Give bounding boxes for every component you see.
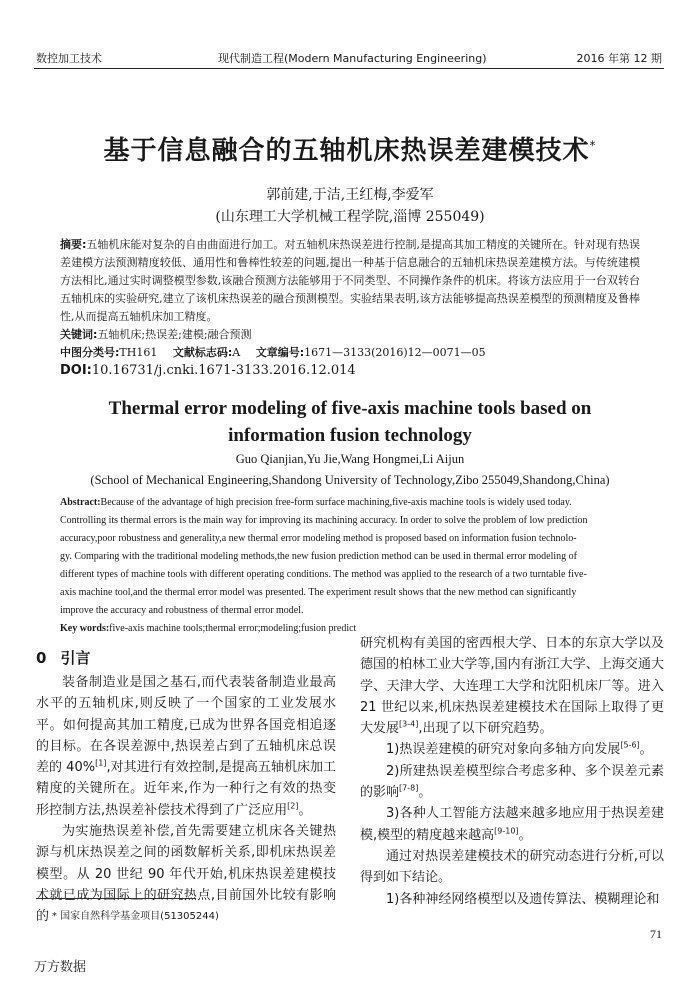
citation-ref: [9-10] xyxy=(494,826,519,836)
text-run: 。 xyxy=(518,827,532,843)
affiliation-en: (School of Mechanical Engineering,Shandong University of Technology,Zibo 255049,Shandong,China) xyxy=(90,473,610,487)
text-run: 2)所建热误差模型综合考虑多种、多个误差元素的影响 xyxy=(360,763,664,801)
authors-cn: 郭前建,于洁,王红梅,李爱军 xyxy=(266,187,434,203)
text-run: 。 xyxy=(639,742,653,758)
footnote-rule xyxy=(36,898,196,899)
keywords-en-text: five-axis machine tools;thermal error;modeling;fusion predict xyxy=(109,623,357,634)
paragraph xyxy=(36,672,336,821)
abstract-en-line: gy. Comparing with the traditional modeling methods,the new fusion prediction method can be used in thermal error modeling of xyxy=(60,551,578,562)
title-cn xyxy=(0,130,700,167)
doc-code-value: A xyxy=(232,346,241,359)
keywords-cn xyxy=(60,326,640,344)
keywords-cn-text: 五轴机床;热误差;建模;融合预测 xyxy=(97,328,252,341)
text-run: 研究机构有美国的密西根大学、日本的东京大学以及德国的柏林工业大学等,国内有浙江大学、上海交通大学、天津大学、大连理工大学和沈阳机床厂等。进入 21 世纪以来,机床热误差建模技术在国际上取得了更大发展 xyxy=(360,636,664,737)
text-run: 装备制造业是国之基石,而代表装备制造业最高水平的五轴机床,则反映了一个国家的工业发展水平。如何提高其加工精度,已成为世界各国竞相追逐的目标。在各误差源中,热误差占到了五轴机床总误差的 40% xyxy=(36,675,336,776)
footnote-funding: * 国家自然科学基金项目(51305244) xyxy=(52,911,219,922)
authors-en: Guo Qianjian,Yu Jie,Wang Hongmei,Li Aijun xyxy=(235,452,465,466)
keywords-en-label: Key words: xyxy=(60,623,110,634)
citation-ref: [3-4] xyxy=(399,719,419,729)
title-en-line-1: Thermal error modeling of five-axis machine tools based on xyxy=(108,398,592,419)
journal-name: 现代制造工程(Modern Manufacturing Engineering) xyxy=(218,52,487,65)
section-number: 0 xyxy=(36,649,47,667)
text-run: 3)各种人工智能方法越来越多地应用于热误差建模,模型的精度越来越高 xyxy=(360,806,664,843)
text-run: 1)热误差建模的研究对象向多轴方向发展 xyxy=(386,742,621,758)
left-column xyxy=(36,672,336,928)
title-en-line-2: information fusion technology xyxy=(228,425,472,446)
abstract-cn-text: 五轴机床能对复杂的自由曲面进行加工。对五轴机床热误差进行控制,是提高其加工精度的关键所在。针对现有热误差建模方法预测精度较低、通用性和鲁棒性较差的问题,提出一种基于信息融合的五轴机床热误差建模方法。与传统建模方法相比,通过实时调整模型参数,该融合预测方法能够用于不同类型、不同操作条件的机床。将该方法应用于一台双转台五轴机床的实验研究,建立了该机床热误差的融合预测模型。实验结果表明,该方法能够提高热误差模型的预测精度及鲁棒性,从而提高五轴机床加工精度。 xyxy=(60,238,640,323)
abstract-cn xyxy=(60,236,640,326)
paragraph: 1)各种神经网络模型以及遗传算法、模糊理论和 xyxy=(386,891,660,907)
text-run: ,对其进行有效控制,是提高五轴机床加工精度的关键所在。近年来,作为一种行之有效的热变形控制方法,热误差补偿技术得到了广泛应用 xyxy=(36,760,337,818)
paragraph xyxy=(360,633,664,739)
text-run: 。 xyxy=(298,802,312,818)
doi-line xyxy=(60,362,640,380)
citation-ref: [5-6] xyxy=(620,741,640,751)
paragraph: 通过对热误差建模技术的研究动态进行分析,可以得到如下结论。 xyxy=(360,848,664,886)
journal-section-label: 数控加工技术 xyxy=(36,52,102,65)
affiliation-cn: (山东理工大学机械工程学院,淄博 255049) xyxy=(215,209,485,225)
abstract-en-text: Because of the advantage of high precision free-form surface machining,five-axis machine tools is widely used today. xyxy=(100,497,572,508)
classification-line xyxy=(60,344,640,362)
abstract-en-line: Controlling its thermal errors is the main way for improving its machining accuracy. In order to solve the problem of low prediction xyxy=(60,515,588,526)
doi-label: DOI: xyxy=(60,363,92,378)
title-footnote-mark: * xyxy=(589,138,597,153)
watermark-text: 万方数据 xyxy=(34,960,87,975)
doc-code-label: 文献标志码: xyxy=(172,346,233,359)
section-title: 引言 xyxy=(60,649,91,667)
paragraph: 为实施热误差补偿,首先需要建立机床各关键热源与机床热误差之间的函数解析关系,即机床热误差模型。从 20 世纪 90 年代开始,机床热误差建模技术就已成为国际上的研究热点,目前国外比较有影响的 xyxy=(36,824,336,925)
journal-issue: 2016 年第 12 期 xyxy=(576,52,662,65)
keywords-cn-label: 关键词: xyxy=(60,328,98,341)
text-run: 。 xyxy=(418,785,432,801)
doi-value: 10.16731/j.cnki.1671-3133.2016.12.014 xyxy=(91,363,356,378)
list-item xyxy=(360,739,664,760)
clc-label: 中图分类号: xyxy=(60,346,120,359)
abstract-en-line: axis machine tool,and the thermal error model was presented. The experiment result shows that the new method can significantly xyxy=(60,587,577,598)
citation-ref: [7-8] xyxy=(399,783,419,793)
abstract-en-line: improve the accuracy and robustness of thermal error model. xyxy=(60,605,304,616)
citation-ref: [1] xyxy=(95,758,107,768)
list-item xyxy=(360,803,664,846)
abstract-en xyxy=(60,494,640,638)
list-item xyxy=(360,761,664,804)
article-number-label: 文章编号: xyxy=(255,346,305,359)
text-run: ,出现了以下研究趋势。 xyxy=(418,721,553,737)
right-column xyxy=(360,633,664,910)
clc-value: TH161 xyxy=(119,346,158,359)
abstract-en-line xyxy=(60,494,640,512)
section-heading-intro xyxy=(36,647,90,668)
abstract-cn-label: 摘要: xyxy=(60,238,87,251)
article-number-value: 1671—3133(2016)12—0071—05 xyxy=(304,346,486,359)
abstract-en-line: accuracy,poor robustness and generality,a new thermal error modeling method is proposed based on information fusion technolo- xyxy=(60,533,577,544)
abstract-en-label: Abstract: xyxy=(60,497,101,508)
citation-ref: [2] xyxy=(287,801,299,811)
title-cn-text: 基于信息融合的五轴机床热误差建模技术 xyxy=(103,136,590,166)
page-number: 71 xyxy=(650,927,662,941)
header-rule xyxy=(34,68,664,69)
abstract-en-line: different types of machine tools with different operating conditions. The method was applied to the research of a two turntable five- xyxy=(60,569,587,580)
